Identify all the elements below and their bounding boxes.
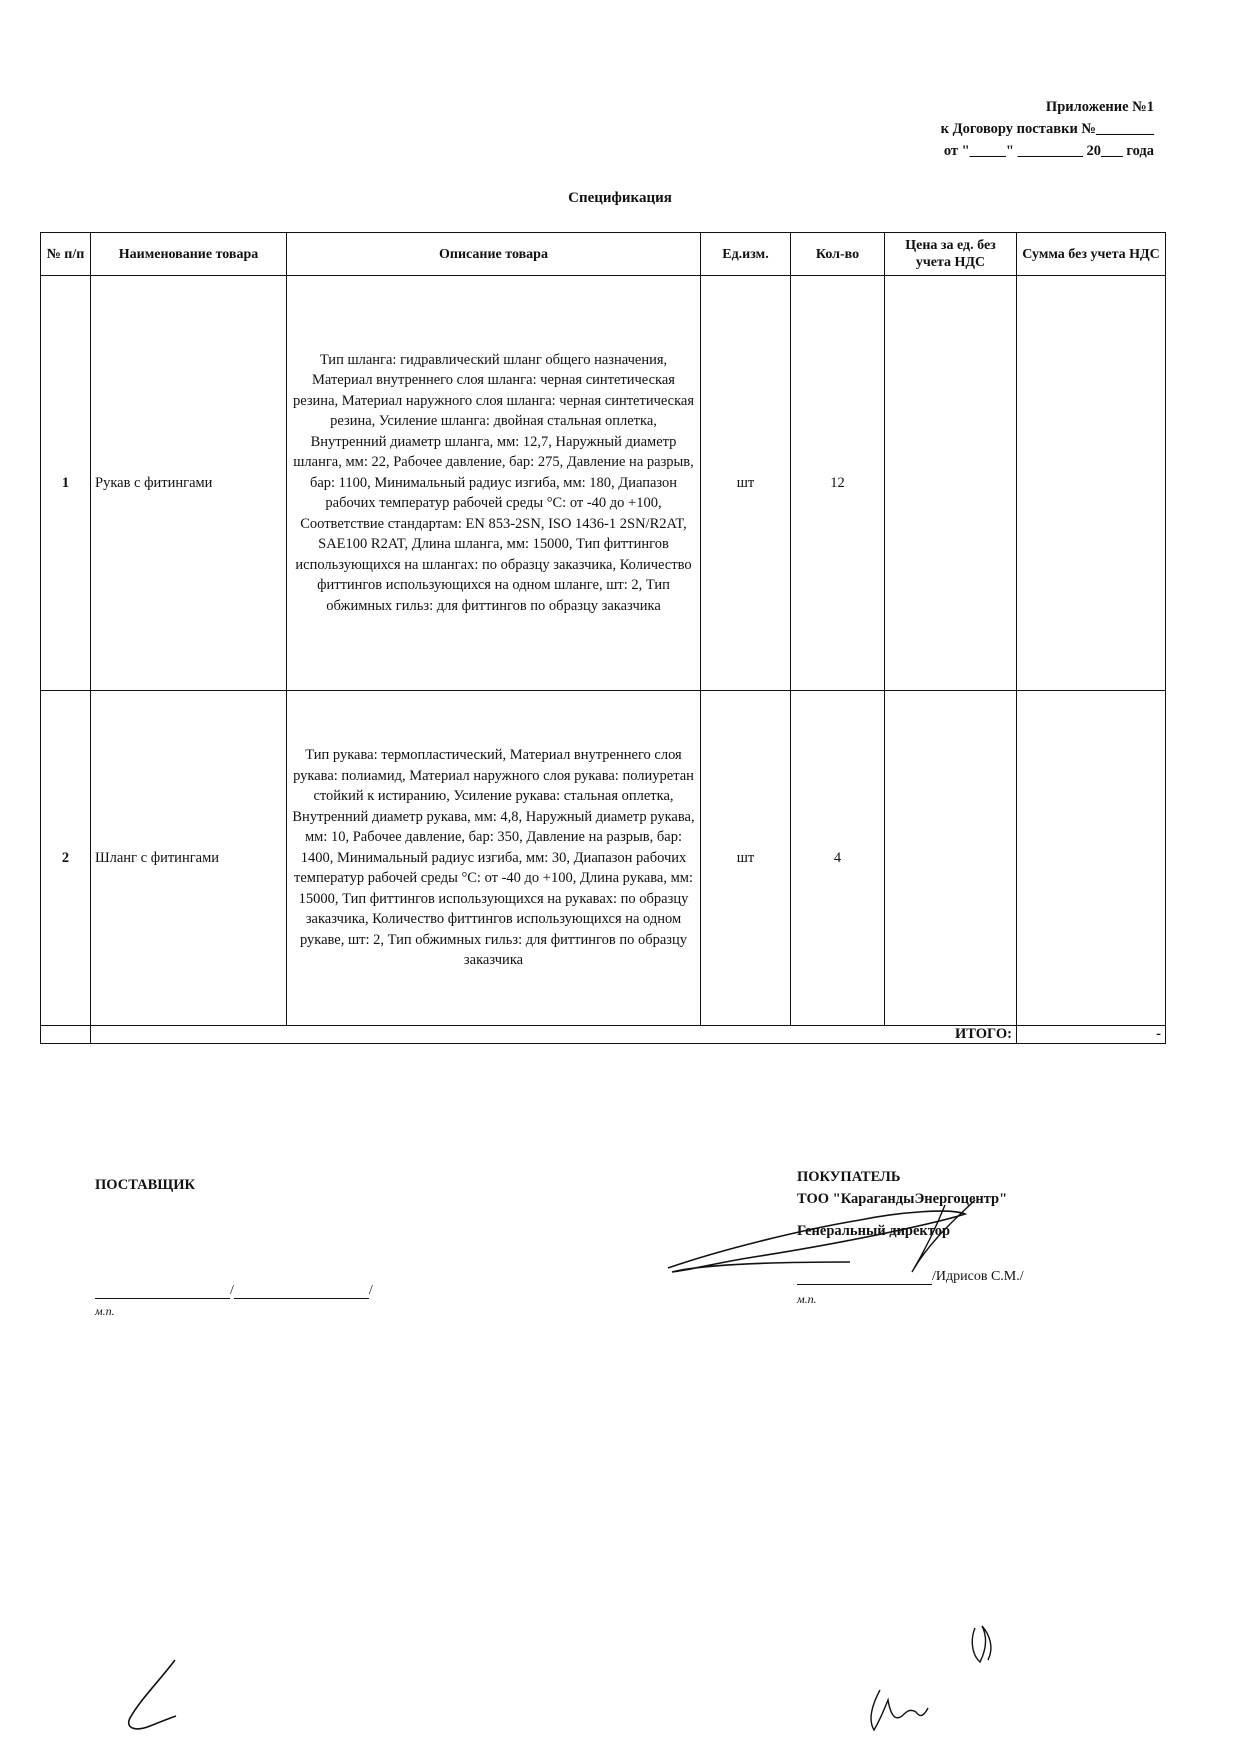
header-sum: Сумма без учета НДС	[1017, 233, 1166, 276]
header-quantity: Кол-во	[791, 233, 885, 276]
page-initial-mark	[129, 1660, 176, 1729]
table-row	[41, 691, 1166, 1026]
header-description: Описание товара	[287, 233, 701, 276]
total-row	[41, 1026, 1166, 1044]
document-title: Спецификация	[568, 190, 672, 206]
page-initial-mark	[972, 1626, 991, 1662]
supplier-stamp-label: м.п.	[95, 1304, 115, 1318]
buyer-stamp-label: м.п.	[797, 1292, 817, 1306]
supplier-title: ПОСТАВЩИК	[95, 1177, 196, 1193]
table-row	[41, 276, 1166, 691]
total-blank-cell	[41, 1026, 91, 1044]
row-price	[885, 276, 1017, 691]
supplier-slash: /	[230, 1283, 234, 1298]
buyer-company: ТОО "КарагандыЭнергоцентр"	[797, 1191, 1008, 1207]
total-label: ИТОГО:	[91, 1026, 1017, 1044]
row-unit: шт	[701, 691, 791, 1026]
buyer-sign-blank	[797, 1268, 932, 1285]
supplier-slash: /	[368, 1283, 373, 1298]
buyer-block	[797, 1166, 1007, 1242]
buyer-signatory: /Идрисов С.М./	[932, 1269, 1024, 1284]
row-unit: шт	[701, 276, 791, 691]
specification-table	[40, 232, 1166, 1044]
page-initial-mark	[871, 1690, 928, 1730]
buyer-signature-line	[797, 1268, 1024, 1285]
total-value: -	[1017, 1026, 1166, 1044]
header-name: Наименование товара	[91, 233, 287, 276]
supplier-signature-line	[95, 1282, 373, 1299]
header-number: № п/п	[41, 233, 91, 276]
row-description: Тип рукава: термопластический, Материал внутреннего слоя рукава: полиамид, Материал наружного слоя рукава: полиуретан стойкий к истиранию, Усиление рукава: стальная оплетка, Внутренний диаметр рукава, мм: 4,8, Наружный диаметр рукава, мм: 10, Рабочее давление, бар: 350, Давление на разрыв, бар: 1400, Минимальный радиус изгиба, мм: 30, Диапазон рабочих температур рабочей среды °С: от -40 до +100, Длина рукава, мм: 15000, Тип фиттингов использующихся на рукавах: по образцу заказчика, Количество фиттингов использующихся на одном рукаве, шт: 2, Тип обжимных гильз: для фиттингов по образцу заказчика	[287, 691, 701, 1026]
row-number: 1	[41, 276, 91, 691]
row-quantity: 12	[791, 276, 885, 691]
appendix-number: Приложение №1	[1045, 99, 1154, 115]
buyer-title: ПОКУПАТЕЛЬ	[797, 1169, 901, 1185]
appendix-contract-ref: к Договору поставки №________	[940, 121, 1154, 137]
row-sum	[1017, 691, 1166, 1026]
supplier-name-blank	[234, 1282, 369, 1299]
row-price	[885, 691, 1017, 1026]
row-description: Тип шланга: гидравлический шланг общего назначения, Материал внутреннего слоя шланга: черная синтетическая резина, Материал наружного слоя шланга: черная синтетическая резина, Усиление шланга: двойная стальная оплетка, Внутренний диаметр шланга, мм: 12,7, Наружный диаметр шланга, мм: 22, Рабочее давление, бар: 275, Давление на разрыв, бар: 1100, Минимальный радиус изгиба, мм: 180, Диапазон рабочих температур рабочей среды °С: от -40 до +100, Соответствие стандартам: EN 853-2SN, ISO 1436-1 2SN/R2AT, SAE100 R2AT, Длина шланга, мм: 15000, Тип фиттингов использующихся на шлангах: по образцу заказчика, Количество фиттингов использующихся на одном шланге, шт: 2, Тип обжимных гильз: для фиттингов по образцу заказчика	[287, 276, 701, 691]
appendix-date: от "_____" _________ 20___ года	[943, 143, 1154, 159]
header-price: Цена за ед. без учета НДС	[885, 233, 1017, 276]
row-sum	[1017, 276, 1166, 691]
appendix-header	[941, 96, 1154, 162]
table-header-row	[41, 233, 1166, 276]
supplier-sign-blank	[95, 1282, 230, 1299]
header-unit: Ед.изм.	[701, 233, 791, 276]
buyer-role: Генеральный директор	[797, 1223, 951, 1239]
row-name: Шланг с фитингами	[91, 691, 287, 1026]
row-number: 2	[41, 691, 91, 1026]
row-quantity: 4	[791, 691, 885, 1026]
row-name: Рукав с фитингами	[91, 276, 287, 691]
